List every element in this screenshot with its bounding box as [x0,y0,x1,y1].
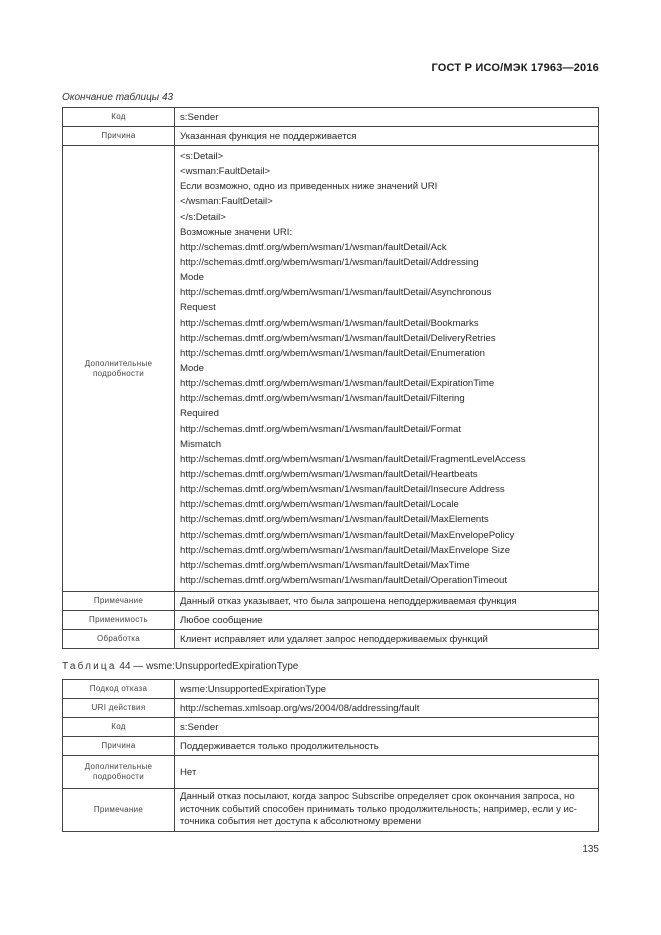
document-standard-header: ГОСТ Р ИСО/МЭК 17963—2016 [431,62,599,74]
table-row [63,737,599,756]
detail-line: http://schemas.dmtf.org/wbem/wsman/1/wsman/faultDetail/OperationTimeout [180,574,508,586]
note-line: точника события нет доступа к абсолютному времени [180,816,422,827]
detail-line: http://schemas.dmtf.org/wbem/wsman/1/wsman/faultDetail/FragmentLevelAccess [180,453,526,465]
row-label: Причина [63,737,175,756]
row-value: Указанная функция не поддерживается [175,127,599,146]
table-row [63,699,599,718]
row-value: s:Sender [175,108,599,127]
table-44 [62,679,599,832]
row-value: s:Sender [175,718,599,737]
row-value: Данный отказ указывает, что была запрошена неподдерживаемая функция [175,592,599,611]
detail-line: </wsman:FaultDetail> [180,196,273,208]
table-row [63,611,599,630]
detail-line: Mode [180,362,204,374]
detail-line: Mismatch [180,438,222,450]
detail-line: http://schemas.dmtf.org/wbem/wsman/1/wsman/faultDetail/Ack [180,241,447,253]
row-value: Поддерживается только продолжительность [175,737,599,756]
row-label: Код [63,108,175,127]
row-label: URI действия [63,699,175,718]
detail-line: http://schemas.dmtf.org/wbem/wsman/1/wsman/faultDetail/Enumeration [180,347,485,359]
row-value: Клиент исправляет или удаляет запрос неподдерживаемых функций [175,630,599,649]
table-row [63,630,599,649]
detail-line: http://schemas.dmtf.org/wbem/wsman/1/wsman/faultDetail/MaxEnvelopePolicy [180,529,515,541]
detail-line: Request [180,302,216,314]
row-label: Подкод отказа [63,680,175,699]
row-label: Примечание [63,789,175,832]
table-row [63,680,599,699]
detail-line: http://schemas.dmtf.org/wbem/wsman/1/wsman/faultDetail/DeliveryRetries [180,332,496,344]
table-row [63,592,599,611]
table-43 [62,107,599,649]
row-value: wsme:UnsupportedExpirationType [175,680,599,699]
table-44-caption-prefix: Таблица [62,661,117,672]
detail-line: http://schemas.dmtf.org/wbem/wsman/1/wsman/faultDetail/MaxTime [180,559,470,571]
detail-line: http://schemas.dmtf.org/wbem/wsman/1/wsman/faultDetail/Addressing [180,256,479,268]
table-row [63,718,599,737]
details-cell [175,146,599,592]
table-43-caption: Окончание таблицы 43 [62,92,174,103]
table-row [63,146,599,592]
detail-line: </s:Detail> [180,211,226,223]
table-row [63,756,599,789]
row-label: Примечание [63,592,175,611]
detail-line: <s:Detail> [180,151,224,162]
note-line: источник событий способен принимать только продолжительность; например, если у ис- [180,803,577,815]
detail-line: http://schemas.dmtf.org/wbem/wsman/1/wsman/faultDetail/Heartbeats [180,468,478,480]
detail-line: Required [180,408,219,420]
detail-line: http://schemas.dmtf.org/wbem/wsman/1/wsman/faultDetail/Locale [180,499,459,511]
row-value: http://schemas.xmlsoap.org/ws/2004/08/addressing/fault [175,699,599,718]
table-row [63,108,599,127]
row-label: Применимость [63,611,175,630]
detail-line: http://schemas.dmtf.org/wbem/wsman/1/wsman/faultDetail/Filtering [180,393,465,405]
page-number: 135 [582,844,599,855]
detail-line: Возможные значени URI: [180,226,293,238]
table-44-caption-title: 44 — wsme:UnsupportedExpirationType [116,661,299,672]
detail-line: http://schemas.dmtf.org/wbem/wsman/1/wsman/faultDetail/MaxEnvelope Size [180,544,511,556]
detail-line: Mode [180,272,204,284]
row-label: Код [63,718,175,737]
row-label: Дополнительные подробности [63,756,175,789]
row-value: Любое сообщение [175,611,599,630]
detail-line: http://schemas.dmtf.org/wbem/wsman/1/wsman/faultDetail/Insecure Address [180,484,505,496]
row-label: Причина [63,127,175,146]
detail-line: http://schemas.dmtf.org/wbem/wsman/1/wsman/faultDetail/Bookmarks [180,317,479,329]
note-cell [175,789,599,832]
row-label: Обработка [63,630,175,649]
detail-line: http://schemas.dmtf.org/wbem/wsman/1/wsman/faultDetail/MaxElements [180,514,489,526]
detail-line: http://schemas.dmtf.org/wbem/wsman/1/wsman/faultDetail/Format [180,423,461,435]
detail-line: <wsman:FaultDetail> [180,166,271,178]
detail-line: Если возможно, одно из приведенных ниже значений URI [180,181,438,193]
detail-line: http://schemas.dmtf.org/wbem/wsman/1/wsman/faultDetail/ExpirationTime [180,378,495,390]
row-label: Дополнительные подробности [63,146,175,592]
detail-line: http://schemas.dmtf.org/wbem/wsman/1/wsman/faultDetail/Asynchronous [180,287,492,299]
note-line: Данный отказ посылают, когда запрос Subscribe определяет срок окончания запроса, но [180,791,575,802]
table-row [63,789,599,832]
table-44-caption [62,661,298,672]
table-row [63,127,599,146]
row-value: Нет [175,756,599,789]
